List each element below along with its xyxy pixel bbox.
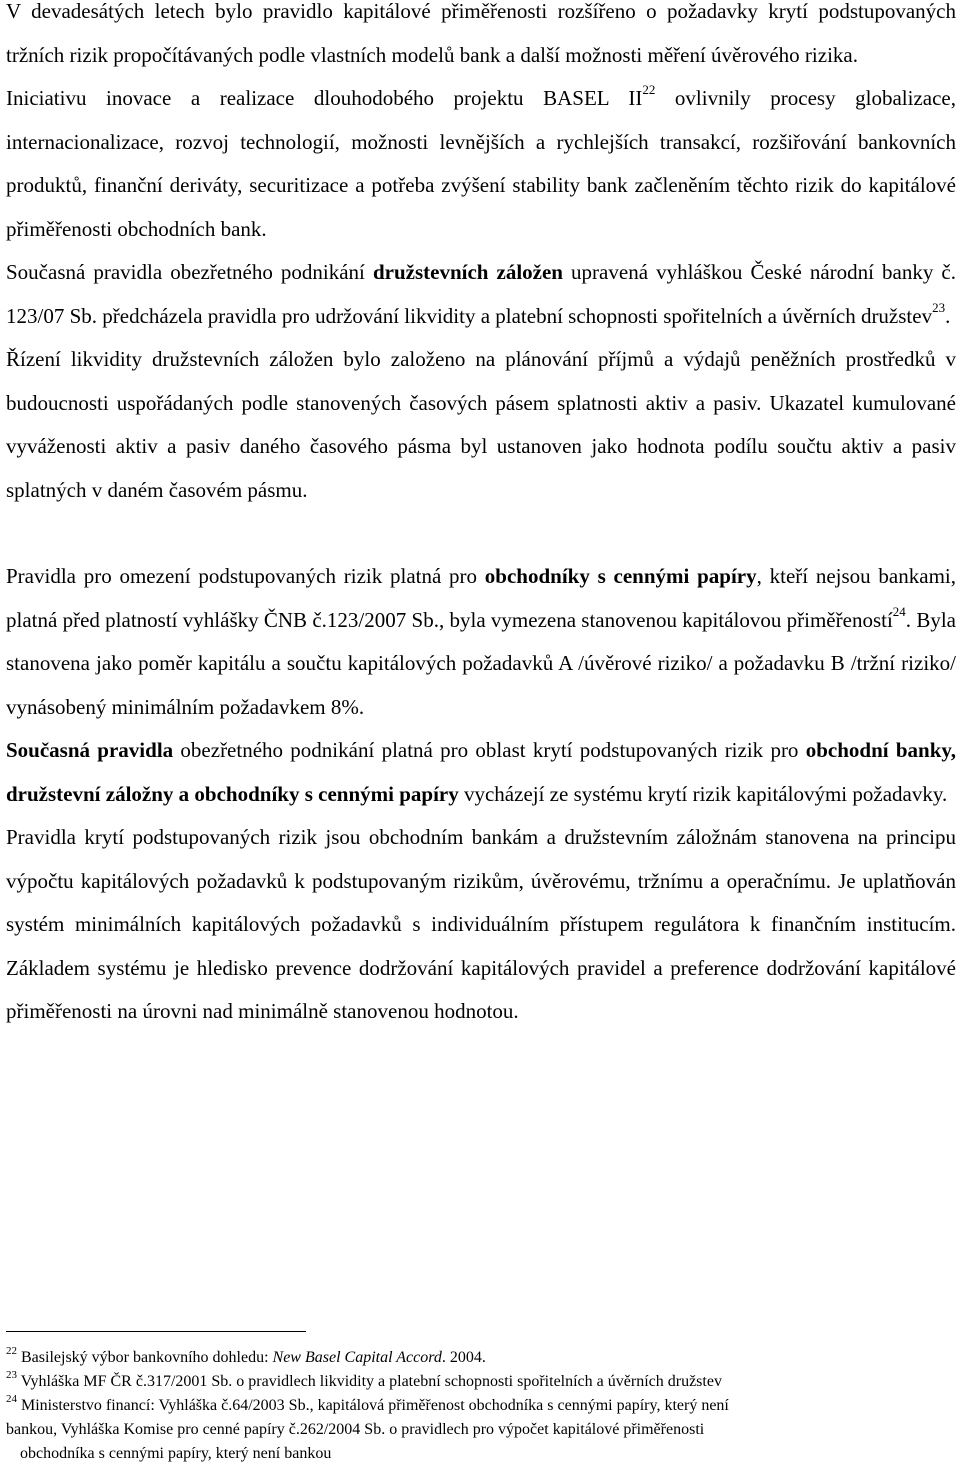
paragraph-3-bold: družstevních záložen xyxy=(372,260,563,284)
footnote-ref-23: 23 xyxy=(932,299,946,315)
footnote-23-number: 23 xyxy=(6,1368,17,1381)
footnote-22-text-b: . 2004. xyxy=(441,1349,486,1366)
footnote-22-number: 22 xyxy=(6,1344,17,1357)
paragraph-6 xyxy=(6,729,956,816)
footnote-22-italic: New Basel Capital Accord xyxy=(272,1349,442,1366)
paragraph-4 xyxy=(6,338,956,512)
footnote-24-continued-2 xyxy=(6,1443,960,1465)
paragraph-7 xyxy=(6,816,956,1034)
footnote-23-text: Vyhláška MF ČR č.317/2001 Sb. o pravidlech likvidity a platební schopnosti spořitelních a úvěrních družstev xyxy=(17,1373,722,1390)
paragraph-3 xyxy=(6,251,956,338)
paragraph-5-text-c: . Byla stanovena jako poměr kapitálu a součtu kapitálových požadavků A /úvěrové riziko/ a požadavku B /tržní riziko/ vynásobený minimálním požadavkem 8%. xyxy=(6,607,956,719)
footnote-24 xyxy=(6,1392,956,1417)
paragraph-4-text: Řízení likvidity družstevních záložen bylo založeno na plánování příjmů a výdajů peněžních prostředků v budoucnosti uspořádaných podle stanovených časových pásem splatnosti aktiv a pasiv. Ukazatel kumulované vyváženosti aktiv a pasiv daného časového pásma byl ustanoven jako hodnota podílu součtu aktiv a pasiv splatných v daném časovém pásmu. xyxy=(6,347,956,502)
paragraph-5-text-b: , kteří nejsou bankami, platná před platností vyhlášky ČNB č.123/2007 Sb., byla vymezena stanovenou kapitálovou přiměřeností xyxy=(6,564,956,632)
footnote-22-text-a: Basilejský výbor bankovního dohledu: xyxy=(17,1349,273,1366)
document-body xyxy=(6,0,956,1034)
footnote-ref-22: 22 xyxy=(642,82,656,97)
paragraph-5-text-a: Pravidla pro omezení podstupovaných rizik platná pro xyxy=(6,564,485,588)
footnote-24-line-2: bankou, Vyhláška Komise pro cenné papíry č.262/2004 Sb. o pravidlech pro výpočet kapitálové přiměřenosti xyxy=(6,1421,705,1438)
paragraph-6-bold-2: obchodní banky, družstevní záložny a obchodníky s cennými papíry xyxy=(6,738,956,806)
footnote-23 xyxy=(6,1368,956,1393)
paragraph-1-text: V devadesátých letech bylo pravidlo kapitálové přiměřenosti rozšířeno o požadavky krytí podstupovaných tržních rizik propočítávaných podle vlastních modelů bank a další možnosti měření úvěrového rizika. xyxy=(6,0,956,67)
footnote-ref-24: 24 xyxy=(892,603,906,619)
paragraph-6-text-b: vycházejí ze systému krytí rizik kapitálovými požadavky. xyxy=(458,781,948,806)
paragraph-5 xyxy=(6,555,956,729)
paragraph-1 xyxy=(6,0,956,77)
footnote-24-line-3: obchodníka s cennými papíry, který není bankou xyxy=(20,1445,332,1462)
paragraph-7-text: Pravidla krytí podstupovaných rizik jsou obchodním bankám a družstevním záložnám stanovena na principu výpočtu kapitálových požadavků k podstupovaným rizikům, úvěrovému, tržnímu a operačnímu. Je uplatňován systém minimálních kapitálových požadavků s individuálním přístupem regulátora k finančním institucím. Základem systému je hledisko prevence dodržování kapitálových pravidel a preference dodržování kapitálové přiměřenosti na úrovni nad minimálně stanovenou hodnotou. xyxy=(6,825,956,1023)
footnote-24-line-1: Ministerstvo financí: Vyhláška č.64/2003 Sb., kapitálová přiměřenost obchodníka s cennými papíry, který není xyxy=(17,1397,729,1414)
paragraph-gap xyxy=(6,512,956,555)
paragraph-3-text-a: Současná pravidla obezřetného podnikání xyxy=(6,260,373,284)
footnote-24-continued xyxy=(6,1419,956,1441)
paragraph-6-text-a: obezřetného podnikání platná pro oblast krytí podstupovaných rizik pro xyxy=(173,738,806,762)
paragraph-2 xyxy=(6,77,956,251)
paragraph-2-text-a: Iniciativu inovace a realizace dlouhodobého projektu BASEL II xyxy=(6,86,643,110)
paragraph-3-text-c: . xyxy=(945,303,951,328)
paragraph-3-text-b: upravená vyhláškou České národní banky č. 123/07 Sb. předcházela pravidla pro udržování likvidity a platební schopnosti spořitelních a úvěrních družstev xyxy=(6,260,956,328)
footnote-24-number: 24 xyxy=(6,1392,17,1405)
paragraph-5-bold: obchodníky s cennými papíry xyxy=(484,564,757,588)
footnote-separator xyxy=(6,1331,306,1332)
footnote-22 xyxy=(6,1344,956,1369)
paragraph-2-text-b: ovlivnily procesy globalizace, internacionalizace, rozvoj technologií, možnosti levnějších a rychlejších transakcí, rozšiřování bankovních produktů, finanční deriváty, securitizace a potřeba zvýšení stability bank začleněním těchto rizik do kapitálové přiměřenosti obchodních bank. xyxy=(6,86,956,241)
paragraph-6-bold-1: Současná pravidla xyxy=(6,738,174,762)
